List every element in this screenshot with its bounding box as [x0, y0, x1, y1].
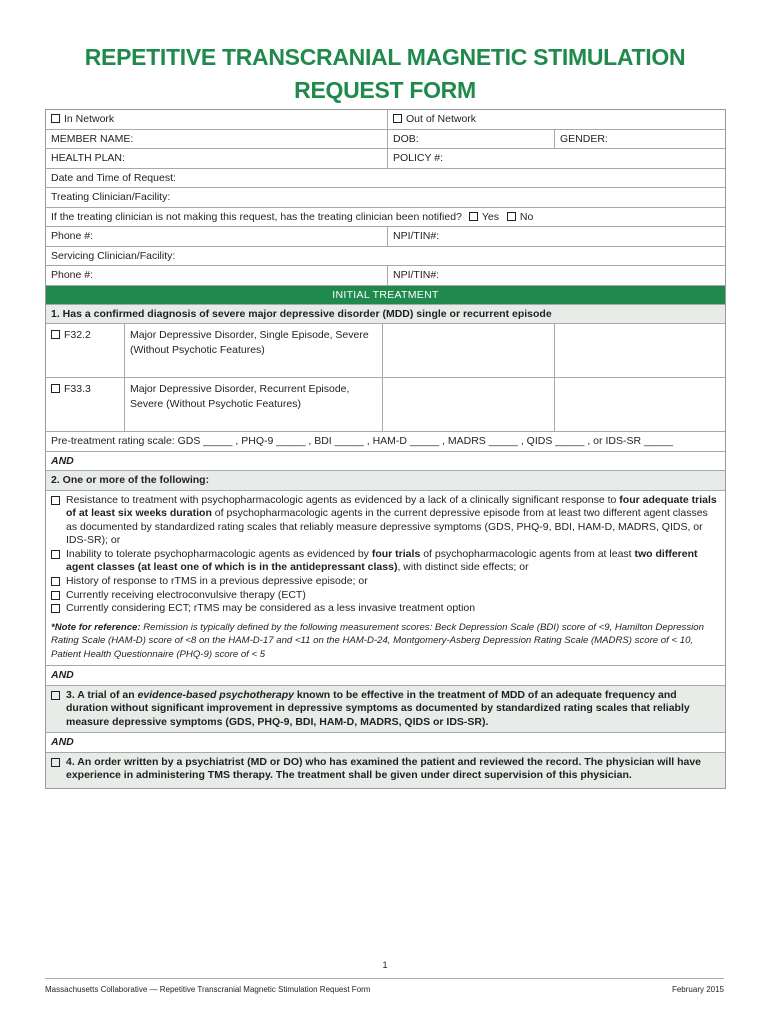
diagnosis-blank-cell[interactable]: [382, 378, 554, 431]
criteria-text: Currently considering ECT; rTMS may be considered as a less invasive treatment option: [66, 602, 476, 615]
question-3: [46, 686, 725, 734]
diagnosis-code-option[interactable]: [46, 328, 124, 377]
criteria-checkbox[interactable]: [51, 550, 60, 559]
notified-no-label: No: [519, 210, 534, 223]
criteria-item[interactable]: [51, 602, 720, 616]
diagnosis-row-1: [46, 324, 725, 378]
criteria-text: History of response to rTMS in a previous depressive episode; or: [66, 575, 368, 588]
gender-field[interactable]: GENDER:: [554, 130, 725, 149]
and-row-2: [46, 666, 725, 686]
criteria-emphasis: two different agent classes (at least one of which is in the antidepressant class): [66, 547, 698, 574]
criteria-text: Inability to tolerate psychopharmacologic agents as evidenced by: [66, 547, 372, 560]
date-time-row: [46, 169, 725, 189]
criteria-emphasis: four adequate trials of at least six weeks duration: [66, 493, 717, 520]
and-row-3: [46, 733, 725, 753]
question-1-text: 1. Has a confirmed diagnosis of severe major depressive disorder (MDD) single or recurrent episode: [51, 307, 552, 320]
criteria-checkbox[interactable]: [51, 496, 60, 505]
reference-note: [46, 619, 725, 665]
date-time-field[interactable]: Date and Time of Request:: [51, 171, 176, 184]
health-plan-field[interactable]: HEALTH PLAN:: [51, 152, 125, 164]
notified-question: [46, 208, 725, 227]
out-network-option[interactable]: [387, 110, 725, 129]
criteria-item[interactable]: [51, 575, 720, 589]
criteria-checkbox[interactable]: [51, 604, 60, 613]
reference-note-text: Remission is typically defined by the following measurement scores: Beck Depression Scale (BDI) score of <9, Hamilton Depression Rating Scale (HAM-D) score of <8 on the HAM-D-17 and <11 on the HAM-D-24, Montgomery-Asberg Depression Rating Scale (MADRS) score of < 10, Patient Health Questionnaire (PHQ-9) score of < 5: [51, 621, 704, 660]
treating-npi-field[interactable]: NPI/TIN#:: [387, 227, 725, 246]
question-2-items: [46, 491, 725, 667]
out-network-label: Out of Network: [406, 113, 477, 125]
question-3-item[interactable]: [51, 689, 720, 730]
question-4-checkbox[interactable]: [51, 758, 60, 767]
out-network-checkbox[interactable]: [393, 114, 402, 123]
policy-field[interactable]: POLICY #:: [387, 149, 725, 168]
request-form: [45, 109, 726, 789]
criteria-text: of psychopharmacologic agents from at least: [420, 547, 635, 560]
rating-scale-row: [46, 432, 725, 452]
criteria-item[interactable]: [51, 548, 720, 575]
member-row: [46, 130, 725, 150]
question-3-text: known to be effective in the treatment of MDD of an adequate frequency and duration without significant improvement in depressive symptoms as documented by standardized rating scales that reliably measure depressive symptoms (GDS, PHQ-9, BDI, HAM-D, MADRS, QIDS or IDS-SR).: [66, 688, 690, 728]
reference-note-lead: *Note for reference:: [51, 621, 141, 633]
phone-row-1: [46, 227, 725, 247]
criteria-checkbox[interactable]: [51, 577, 60, 586]
diagnosis-row-2: [46, 378, 725, 432]
question-4-text: 4. An order written by a psychiatrist (MD or DO) who has examined the patient and reviewed the record. The physician will have experience in administering TMS therapy. The treatment shall be given under direct supervision of this physician.: [66, 755, 702, 782]
servicing-clinician-field[interactable]: Servicing Clinician/Facility:: [51, 249, 176, 262]
notified-yes-checkbox[interactable]: [469, 212, 478, 221]
servicing-phone-field[interactable]: Phone #:: [51, 269, 94, 281]
notified-no-checkbox[interactable]: [507, 212, 516, 221]
criteria-text: Currently receiving electroconvulsive therapy (ECT): [66, 588, 306, 601]
question-4-item[interactable]: [51, 756, 720, 783]
treating-clinician-field[interactable]: Treating Clinician/Facility:: [51, 191, 171, 203]
criteria-text: Resistance to treatment with psychopharmacologic agents as evidenced by a lack of a clinically significant response to: [66, 493, 620, 506]
question-3-emphasis: evidence-based psychotherapy: [137, 688, 294, 701]
and-connector: AND: [51, 454, 74, 467]
diagnosis-blank-cell[interactable]: [382, 324, 554, 377]
in-network-checkbox[interactable]: [51, 114, 60, 123]
member-name-field[interactable]: MEMBER NAME:: [51, 132, 134, 145]
diagnosis-blank-cell[interactable]: [554, 324, 725, 377]
question-1: [46, 305, 725, 325]
rating-scale-field[interactable]: Pre-treatment rating scale: GDS _____ , PHQ-9 _____ , BDI _____ , HAM-D _____ , MADRS _____ , QIDS _____ , or IDS-SR _____: [51, 435, 674, 447]
criteria-item[interactable]: [51, 589, 720, 603]
diagnosis-description: Major Depressive Disorder, Recurrent Episode, Severe (Without Psychotic Features): [124, 378, 382, 431]
and-connector: AND: [51, 669, 74, 682]
in-network-option[interactable]: [46, 110, 387, 129]
diagnosis-code: F33.3: [64, 383, 91, 395]
dob-field[interactable]: DOB:: [387, 130, 554, 149]
footer-divider: [45, 978, 724, 979]
initial-treatment-header: INITIAL TREATMENT: [46, 286, 725, 305]
treating-row: [46, 188, 725, 208]
question-4: [46, 753, 725, 788]
notified-question-text: If the treating clinician is not making this request, has the treating clinician been notified?: [51, 210, 462, 223]
servicing-row: [46, 247, 725, 267]
criteria-checkbox[interactable]: [51, 591, 60, 600]
criteria-text: of psychopharmacologic agents in the current depressive episode from at least two different agent classes as documented by standardized rating scales that reliably measure depressive symptoms (GDS, PHQ-9, BDI, HAM-D, MADRS, QIDS, or IDS-SR); or: [66, 507, 708, 547]
criteria-text: , with distinct side effects; or: [397, 561, 529, 574]
diagnosis-checkbox[interactable]: [51, 384, 60, 393]
diagnosis-description: Major Depressive Disorder, Single Episode, Severe (Without Psychotic Features): [124, 324, 382, 377]
network-row: [46, 110, 725, 130]
form-title-line2: REQUEST FORM: [294, 77, 476, 103]
question-2-text: 2. One or more of the following:: [51, 474, 210, 486]
diagnosis-blank-cell[interactable]: [554, 378, 725, 431]
and-connector: AND: [51, 736, 74, 749]
notified-yes-label: Yes: [481, 210, 499, 223]
notified-row: [46, 208, 725, 228]
page-number: 1: [382, 960, 388, 970]
in-network-label: In Network: [64, 113, 115, 125]
diagnosis-code-option[interactable]: [46, 382, 124, 431]
criteria-emphasis: four trials: [371, 547, 421, 560]
diagnosis-code: F32.2: [64, 329, 91, 341]
treating-phone-field[interactable]: Phone #:: [51, 230, 94, 242]
question-2: [46, 471, 725, 491]
criteria-item[interactable]: [51, 494, 720, 548]
form-title-line1: REPETITIVE TRANSCRANIAL MAGNETIC STIMULATION: [84, 44, 686, 70]
plan-row: [46, 149, 725, 169]
and-row-1: [46, 452, 725, 472]
phone-row-2: [46, 266, 725, 286]
question-3-checkbox[interactable]: [51, 691, 60, 700]
diagnosis-checkbox[interactable]: [51, 330, 60, 339]
question-3-text: 3. A trial of an: [66, 688, 138, 701]
servicing-npi-field[interactable]: NPI/TIN#:: [387, 266, 725, 285]
footer-right: February 2015: [671, 985, 724, 994]
footer-left: Massachusetts Collaborative — Repetitive Transcranial Magnetic Stimulation Request Form: [45, 985, 371, 994]
